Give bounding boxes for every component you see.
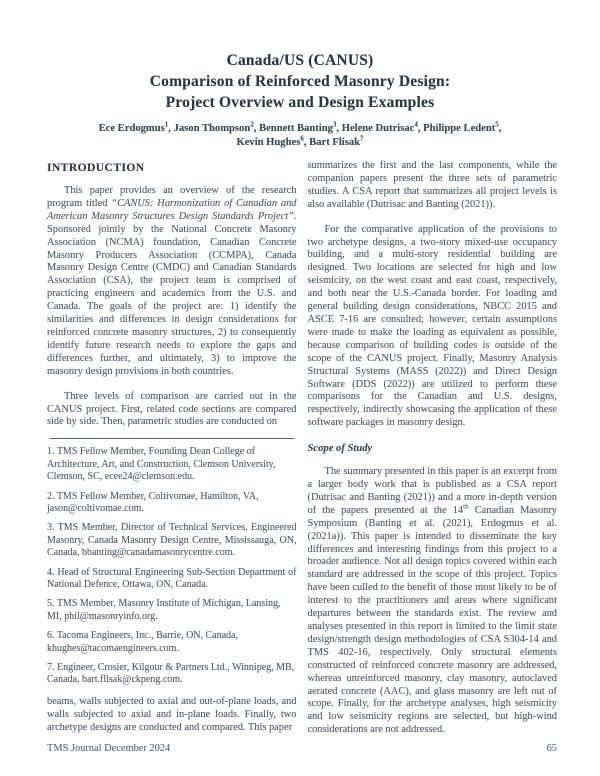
footnote-5: 5. TMS Member, Masonry Institute of Michigan, Lansing, MI, phil@masonryinfo.org.	[47, 598, 281, 622]
page-number: 65	[546, 743, 557, 754]
title-block	[0, 0, 600, 149]
two-column-body	[0, 160, 600, 737]
author-affiliation-ref: 5	[495, 120, 499, 129]
footnote-separator-rule	[50, 438, 294, 439]
body-paragraph-continuation: summarizes the first and the last components, while the companion papers present the three sets of parametric studies. A CSA report that summarizes all project levels is also available (Dutrisac and Banting (2021)).	[307, 160, 557, 210]
archetype-paragraph: For the comparative application of the provisions to two archetype designs, a two-story mixed-use occupancy building, and a multi-story residential building are designed. Two locations are selected for high and low seismicity, on the west coast and east coast, respectively, and both near the U.S.-Canada border. For loading and general building design considerations, NBCC 2015 and ASCE 7-16 are consulted; however, certain assumptions were made to make the loading as equivalent as possible, because comparison of building codes is outside of the scope of the CANUS project. Finally, Masonry Analysis Structural Systems (MASS (2022)) and Direct Design Software (DDS (2022)) are utilized to perform these comparisons for the Canadian and U.S. designs, respectively, indirectly showcasing the application of these software packages in masonry design.	[307, 223, 557, 429]
journal-name: TMS Journal December 2024	[47, 743, 171, 754]
footnote-2: 2. TMS Fellow Member, Coltivomae, Hamilton, VA, jason@coltivomae.com.	[47, 490, 259, 514]
left-column	[47, 160, 297, 737]
paragraph-text: This paper provides an overview of the research program titled	[47, 185, 297, 209]
footnote-7: 7. Engineer, Crosier, Kilgour & Partners Ltd., Winnipeg, MB, Canada, bart.flisak@ckpeng.com.	[47, 662, 295, 686]
paper-title-line-1: Canada/US (CANUS)	[226, 52, 374, 69]
author-name: , Helene Dutrisac	[336, 123, 415, 134]
footnote-1: 1. TMS Fellow Member, Founding Dean College of Architecture, Art, and Construction, Clemson University, Clemson, SC, ecee24@clemson.edu.	[47, 446, 276, 483]
project-title-italic: “CANUS: Harmonization of Canadian and American Masonry Structures Design Standards Project”	[47, 197, 297, 222]
paragraph-text: . Sponsored jointly by the National Concrete Masonry Association (NCMA) foundation, Canadian Concrete Masonry Producers Association (CCMPA), Canada Masonry Design Centre (CMDC) and Canadian Standards Association (CSA), the project team is comprised of practicing engineers and academics from the U.S. and Canada. The goals of the project are: 1) identify the similarities and differences in design considerations for reinforced concrete masonry structures, 2) to consequently identify future research needs to explore the gaps and differences further, and ultimately, 3) to improve the masonry design provisions in both countries.	[47, 210, 297, 377]
footnote-4: 4. Head of Structural Engineering Sub-Section Department of National Defence, Ottawa, ON, Canada.	[47, 566, 297, 590]
author-name: , Bart Flisak	[303, 136, 361, 148]
authors-block	[0, 122, 600, 149]
author-name: , Philippe Ledent	[417, 123, 496, 134]
page-footer	[47, 743, 557, 754]
author-affiliation-ref: 4	[414, 120, 418, 129]
author-separator: ,	[498, 123, 502, 134]
continuation-paragraph: beams, walls subjected to axial and out-of-plane loads, and walls subjected to axial and in-plane loads. Finally, two archetype designs are conducted and compared. This paper	[47, 695, 297, 733]
right-column	[308, 160, 558, 737]
section-heading-introduction: INTRODUCTION	[47, 161, 145, 174]
author-name: Kevin Hughes	[236, 136, 301, 148]
paper-title-line-2: Comparison of Reinforced Masonry Design:	[149, 73, 451, 90]
paragraph-text: The summary presented in this paper is an excerpt from a larger body work that is published as a CSA report (Dutrisac and Banting (2021)) and a more in-depth version of the papers presented at the 14	[307, 466, 557, 516]
author-name: , Bennett Banting	[253, 123, 333, 134]
scope-paragraph	[308, 466, 558, 737]
authors-line-2	[0, 133, 600, 150]
author-name: , Jason Thompson	[168, 123, 251, 134]
author-affiliation-ref: 2	[250, 120, 254, 129]
author-affiliation-ref: 3	[332, 120, 337, 129]
author-affiliation-ref: 1	[164, 120, 169, 129]
author-affiliation-ref: 7	[360, 133, 364, 142]
author-name: Ece Erdogmus	[98, 123, 165, 134]
intro-paragraph-1	[47, 185, 297, 379]
paragraph-text: Canadian Masonry Symposium (Banting et al. (2021), Erdogmus et al. (2021a)). This paper is intended to disseminate the key differences and interesting findings from this project to a broader audience. Not all design topics covered within each standard are addressed in the scope of this project. Topics have been culled to the benefit of those most likely to be of interest to the practitioners and areas where significant departures between the standards exist. The review and analyses presented in this report is limited to the limit state design/strength design methodologies of CSA S304-14 and TMS 402-16, respectively. Only structural elements constructed of reinforced concrete masonry are addressed, whereas unreinforced masonry, clay masonry, autoclaved aerated concrete (AAC), and glass masonry are left out of scope. Finally, for the archetype analyses, high seismicity and low seismicity regions are selected, but high-wind considerations are not addressed.	[307, 504, 558, 736]
subheading-scope-of-study: Scope of Study	[307, 443, 373, 455]
footnote-3: 3. TMS Member, Director of Technical Services, Engineered Masonry, Canada Masonry Design Centre, Mississauga, ON, Canada, bbanting@canadamasonrycentre.com.	[47, 522, 297, 559]
intro-paragraph-2: Three levels of comparison are carried out in the CANUS project. First, related code sections are compared side by side. Then, parametric studies are conducted on	[47, 390, 297, 428]
ordinal-superscript: th	[463, 502, 469, 511]
author-affiliation-ref: 6	[300, 133, 304, 142]
footnote-6: 6. Tacoma Engineers, Inc., Barrie, ON, Canada, khughes@tacomaengineers.com.	[47, 630, 238, 654]
paper-title-line-3: Project Overview and Design Examples	[165, 94, 435, 111]
